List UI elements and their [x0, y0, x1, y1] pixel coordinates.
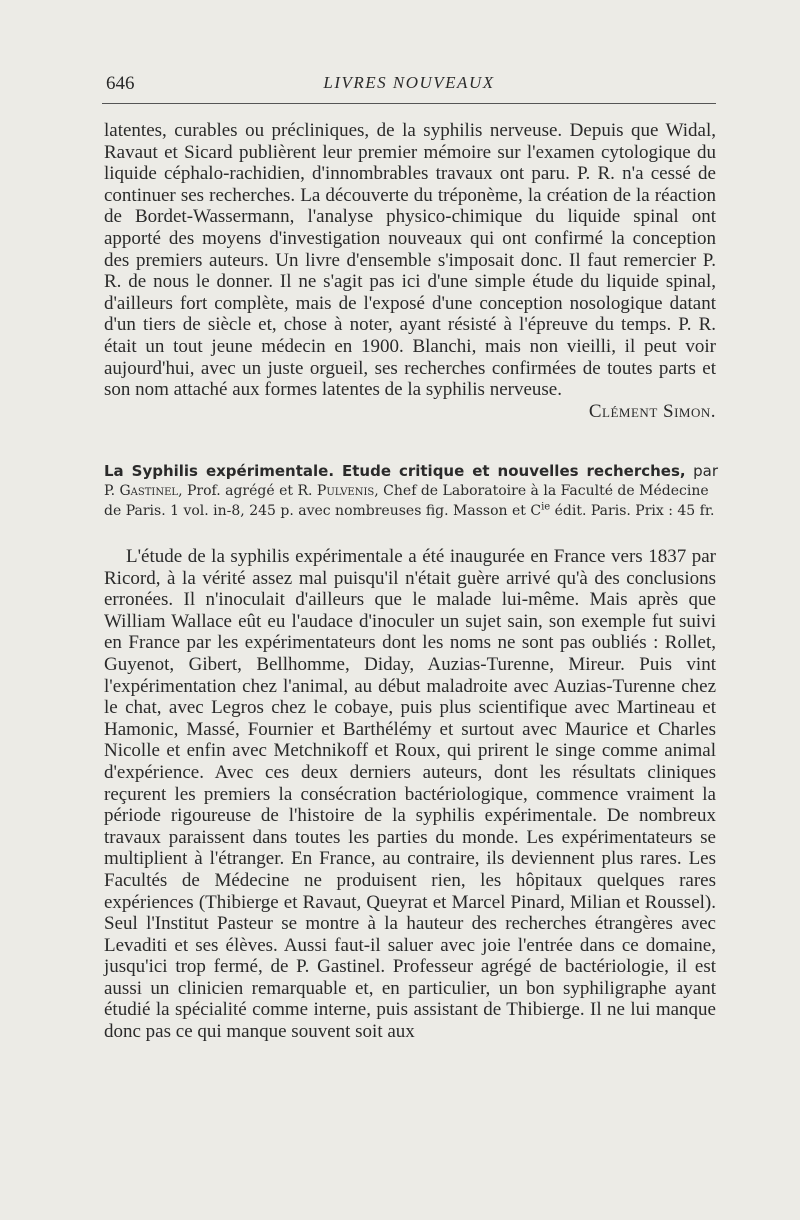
page-number: 646	[106, 73, 135, 94]
publisher-rest: édit. Paris. Prix : 45 fr.	[550, 503, 715, 519]
second-review-heading	[104, 461, 718, 521]
review-title-suffix: par	[693, 462, 718, 480]
running-title: LIVRES NOUVEAUX	[323, 73, 495, 92]
review-book-meta	[104, 481, 718, 521]
signature-line	[104, 401, 716, 423]
first-review-paragraph	[104, 120, 716, 422]
second-review-paragraph: L'étude de la syphilis expérimentale a été inaugurée en France vers 1837 par Ricord, à la vérité assez mal puisqu'il n'était guère arrivé qu'à des conclusions erronées. Il n'inoculait d'ailleurs que le malade lui-même. Mais après que William Wallace eût eu l'audace d'inoculer un sujet sain, son exemple fut suivi en France par les expérimentateurs dont les noms ne sont pas oubliés : Rollet, Guyenot, Gibert, Bellhomme, Diday, Auzias-Turenne, Mireur. Puis vint l'expérimentation chez l'animal, au début maladroite avec Auzias-Turenne chez le chat, avec Legros chez le cobaye, puis plus scientifique avec Martineau et Hamonic, Massé, Fournier et Barthélémy et surtout avec Maurice et Charles Nicolle et enfin avec Metchnikoff et Roux, qui prirent le singe comme animal d'expérience. Avec ces deux derniers auteurs, dont les résultats cliniques reçurent les premiers la consécration bactériologique, commence vraiment la période rigoureuse de l'histoire de la syphilis expérimentale. De nombreux travaux paraissent dans toutes les parties du monde. Les expérimentateurs se multiplient à l'étranger. En France, au contraire, ils deviennent plus rares. Les Facultés de Médecine ne produisent rien, les hôpitaux quelques rares expériences (Thibierge et Ravaut, Queyrat et Marcel Pinard, Milian et Roussel). Seul l'Institut Pasteur se montre à la hauteur des recherches étrangères avec Levaditi et ses élèves. Aussi faut-il saluer avec joie l'entrée dans ce domaine, jusqu'ici trop fermé, de P. Gastinel. Professeur agrégé de bactériologie, il est aussi un clinicien remarquable et, en particulier, un bon syphiligraphe ayant étudié la spécialité comme interne, puis assistant de Thibierge. Il ne lui manque donc pas ce qui manque souvent soit aux	[104, 546, 716, 1043]
header-rule	[102, 103, 716, 104]
first-review-text: latentes, curables ou précliniques, de la syphilis nerveuse. Depuis que Widal, Ravaut et Sicard publièrent leur premier mémoire sur l'examen cytologique du liquide céphalo-rachidien, d'innombrables travaux ont paru. P. R. n'a cessé de continuer ses recherches. La découverte du tréponème, la création de la réaction de Bordet-Wassermann, l'analyse physico-chimique du liquide spinal ont apporté des moyens d'investigation nouveaux qui ont confirmé la conception des premiers auteurs. Un livre d'ensemble s'imposait donc. Il faut remercier P. R. de nous le donner. Il ne s'agit pas ici d'une simple étude du liquide spinal, d'ailleurs fort complète, mais de l'exposé d'une conception nosologique datant d'un tiers de siècle et, chose à noter, ayant résisté à l'épreuve du temps. P. R. était un tout jeune médecin en 1900. Blanchi, mais non vieilli, il peut voir aujourd'hui, avec un juste orgueil, ses recherches confirmées de toutes parts et son nom attaché aux formes latentes de la syphilis nerveuse.	[104, 120, 716, 401]
review-book-title: La Syphilis expérimentale. Etude critique et nouvelles recherches,	[104, 462, 686, 480]
page-header	[102, 73, 716, 97]
author1-role: , Prof. agrégé et R.	[178, 483, 313, 499]
author-gastinel: Gastinel	[119, 483, 179, 499]
publisher-superscript: ie	[541, 501, 551, 513]
author-pulvenis: Pulvenis	[316, 483, 375, 499]
author2-role: , Chef de Laboratoire à la Faculté de Médecine de Paris. 1 vol. in-8, 245 p. avec nombreuses fig. Masson et C	[104, 483, 709, 519]
review-title-line	[104, 461, 718, 481]
review-signature: Clément Simon.	[588, 400, 716, 422]
authors-prefix: P.	[104, 483, 116, 499]
